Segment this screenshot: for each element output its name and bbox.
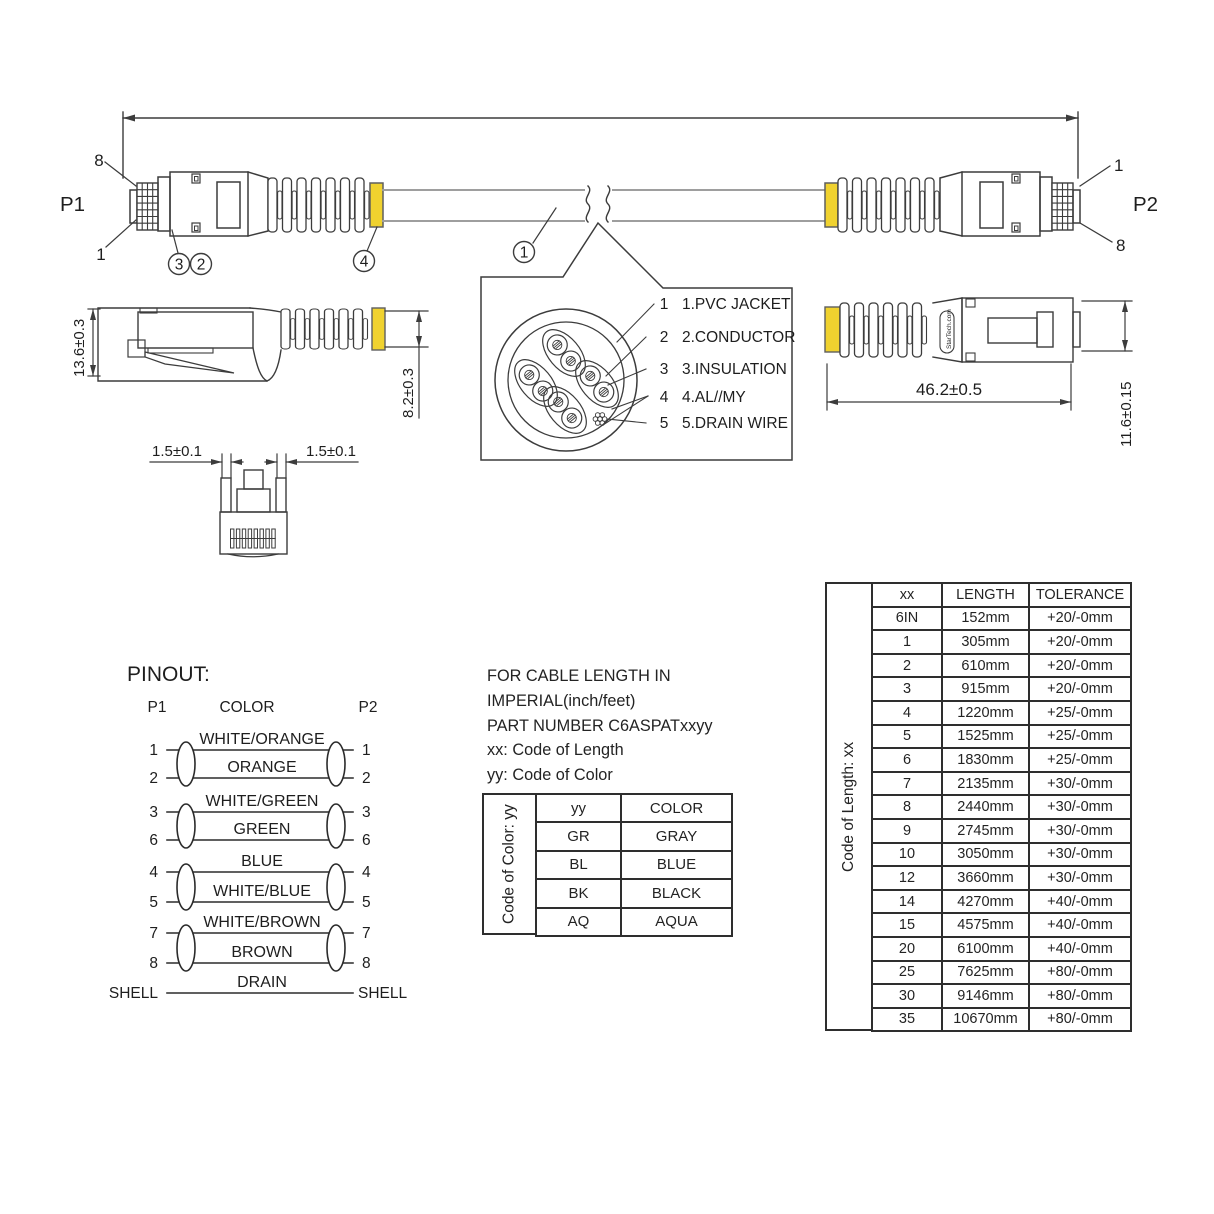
legend-label-drain-wire: 5.DRAIN WIRE — [682, 415, 788, 432]
pinout-row-p1: 6 — [149, 832, 158, 849]
length-code-table — [825, 582, 1132, 1031]
table-cell: BLUE — [621, 851, 732, 879]
length-code-side-label: Code of Length: xx — [825, 582, 871, 1031]
table-cell: 30 — [872, 984, 942, 1008]
left-connector-drawing — [130, 172, 383, 236]
color-code-table — [482, 793, 733, 935]
pinout-row-color: WHITE/GREEN — [205, 793, 319, 810]
table-cell: +20/-0mm — [1029, 654, 1131, 678]
table-row — [872, 1008, 1131, 1032]
table-row — [536, 822, 732, 850]
front-left-dim: 1.5±0.1 — [152, 443, 202, 460]
pinout-row-p1: 4 — [149, 864, 158, 881]
p1-label: P1 — [60, 193, 86, 216]
pin8-label-right: 8 — [1116, 236, 1126, 255]
pinout-col-p1: P1 — [147, 699, 167, 716]
pinout-row-p1: 8 — [149, 955, 158, 972]
table-row — [872, 607, 1131, 631]
table-cell: 7 — [872, 772, 942, 796]
table-cell: 1830mm — [942, 748, 1029, 772]
table-row — [872, 630, 1131, 654]
front-view-drawing — [150, 454, 358, 557]
table-header-row — [872, 583, 1131, 607]
table-cell: +30/-0mm — [1029, 819, 1131, 843]
pinout-title: PINOUT: — [127, 663, 210, 686]
color-code-grid — [535, 793, 733, 937]
table-cell: +40/-0mm — [1029, 913, 1131, 937]
table-cell: 5 — [872, 725, 942, 749]
pinout-row-p2: SHELL — [358, 985, 408, 1002]
legend-num-3: 3 — [659, 361, 669, 378]
table-header-row — [536, 794, 732, 822]
table-row — [872, 748, 1131, 772]
table-cell: +40/-0mm — [1029, 937, 1131, 961]
pinout-row-p2: 1 — [362, 742, 371, 759]
table-cell: 10 — [872, 843, 942, 867]
balloon-1: 1 — [519, 244, 529, 262]
table-cell: +30/-0mm — [1029, 866, 1131, 890]
color-code-side-label: Code of Color: yy — [482, 793, 535, 935]
pinout-row-p1: 5 — [149, 894, 158, 911]
legend-num-2: 2 — [659, 329, 669, 346]
table-row — [536, 851, 732, 879]
table-cell: +30/-0mm — [1029, 843, 1131, 867]
note-line: FOR CABLE LENGTH IN IMPERIAL(inch/feet) — [487, 667, 671, 710]
side-view-drawing — [98, 308, 385, 381]
pinout-row-p2: 4 — [362, 864, 371, 881]
table-row — [872, 819, 1131, 843]
pinout-row-color: WHITE/ORANGE — [199, 731, 325, 748]
cross-section-legend — [660, 296, 796, 432]
table-cell: 12 — [872, 866, 942, 890]
cable-drawing — [383, 186, 825, 222]
table-cell: 25 — [872, 961, 942, 985]
pin8-label-left: 8 — [94, 151, 104, 170]
table-row — [536, 908, 732, 936]
table-cell: 8 — [872, 795, 942, 819]
top-assembly-callouts — [60, 151, 1158, 275]
table-cell: 4270mm — [942, 890, 1029, 914]
pinout-col-p2: P2 — [358, 699, 378, 716]
table-cell: BL — [536, 851, 621, 879]
table-cell: 6IN — [872, 607, 942, 631]
table-header-cell: COLOR — [621, 794, 732, 822]
table-cell: BLACK — [621, 879, 732, 907]
table-cell: 1220mm — [942, 701, 1029, 725]
table-cell: 2135mm — [942, 772, 1029, 796]
legend-num-4: 4 — [659, 389, 669, 406]
table-header-cell: xx — [872, 583, 942, 607]
table-cell: 1525mm — [942, 725, 1029, 749]
p2-label: P2 — [1133, 193, 1159, 216]
table-cell: +20/-0mm — [1029, 607, 1131, 631]
table-cell: 20 — [872, 937, 942, 961]
pinout-row-p1: 2 — [149, 770, 158, 787]
top-view-length-dim: 46.2±0.5 — [915, 380, 983, 399]
table-cell: 6 — [872, 748, 942, 772]
length-code-grid — [871, 582, 1132, 1032]
table-cell: 1 — [872, 630, 942, 654]
table-cell: +25/-0mm — [1029, 748, 1131, 772]
table-cell: 6100mm — [942, 937, 1029, 961]
table-cell: +25/-0mm — [1029, 701, 1131, 725]
table-cell: 152mm — [942, 607, 1029, 631]
part-number-notes — [487, 664, 817, 788]
table-cell: +80/-0mm — [1029, 1008, 1131, 1032]
table-cell: 4 — [872, 701, 942, 725]
table-cell: 3050mm — [942, 843, 1029, 867]
table-cell: 610mm — [942, 654, 1029, 678]
boot-height-dim: 8.2±0.3 — [400, 368, 417, 418]
pinout-row-p2: 5 — [362, 894, 371, 911]
pinout-row-p1: SHELL — [108, 985, 158, 1002]
pinout-diagram — [109, 663, 408, 1002]
pinout-row-p2: 6 — [362, 832, 371, 849]
table-cell: +80/-0mm — [1029, 961, 1131, 985]
table-row — [872, 701, 1131, 725]
legend-label-conductor: 2.CONDUCTOR — [682, 329, 796, 346]
pinout-row-color: BROWN — [231, 944, 293, 961]
legend-label-almy: 4.AL//MY — [682, 389, 746, 406]
legend-num-5: 5 — [659, 415, 669, 432]
pinout-row-color: BLUE — [241, 853, 283, 870]
pinout-row-color: WHITE/BLUE — [213, 883, 311, 900]
table-cell: GRAY — [621, 822, 732, 850]
balloon-3: 3 — [174, 256, 184, 274]
pinout-row-p2: 7 — [362, 925, 371, 942]
table-cell: 3 — [872, 677, 942, 701]
note-line: xx: Code of Length — [487, 741, 624, 760]
table-cell: 2 — [872, 654, 942, 678]
pinout-row-p1: 7 — [149, 925, 158, 942]
table-row — [872, 984, 1131, 1008]
balloon-2: 2 — [196, 256, 206, 274]
pinout-row-p1: 3 — [149, 804, 158, 821]
legend-num-1: 1 — [659, 296, 669, 313]
table-cell: +40/-0mm — [1029, 890, 1131, 914]
table-cell: AQ — [536, 908, 621, 936]
table-cell: 915mm — [942, 677, 1029, 701]
pinout-row-color: GREEN — [233, 821, 291, 838]
balloon-4: 4 — [359, 253, 369, 271]
overall-length-dimension — [123, 112, 1078, 178]
pinout-row-p2: 8 — [362, 955, 371, 972]
pinout-col-color: COLOR — [219, 699, 275, 716]
table-cell: 9 — [872, 819, 942, 843]
table-row — [872, 866, 1131, 890]
right-connector-drawing — [825, 172, 1080, 236]
table-cell: 3660mm — [942, 866, 1029, 890]
table-row — [872, 890, 1131, 914]
table-row — [872, 843, 1131, 867]
top-view-height-dim: 11.6±0.15 — [1118, 381, 1135, 447]
table-cell: 10670mm — [942, 1008, 1029, 1032]
legend-label-insulation: 3.INSULATION — [682, 361, 787, 378]
table-cell: GR — [536, 822, 621, 850]
table-cell: 15 — [872, 913, 942, 937]
pinout-row-p2: 2 — [362, 770, 371, 787]
startech-brand: StarTech.com — [946, 309, 953, 349]
table-row — [872, 961, 1131, 985]
legend-label-pvc-jacket: 1.PVC JACKET — [682, 296, 791, 313]
table-cell: +20/-0mm — [1029, 677, 1131, 701]
table-cell: 305mm — [942, 630, 1029, 654]
table-cell: 14 — [872, 890, 942, 914]
table-cell: +20/-0mm — [1029, 630, 1131, 654]
table-header-cell: LENGTH — [942, 583, 1029, 607]
table-cell: BK — [536, 879, 621, 907]
side-height-dim: 13.6±0.3 — [71, 318, 88, 377]
table-row — [872, 913, 1131, 937]
pin1-label-right: 1 — [1114, 156, 1124, 175]
pinout-row-p1: 1 — [149, 742, 158, 759]
pinout-row-p2: 3 — [362, 804, 371, 821]
front-right-dim: 1.5±0.1 — [306, 443, 356, 460]
table-cell: 35 — [872, 1008, 942, 1032]
table-cell: AQUA — [621, 908, 732, 936]
table-row — [872, 772, 1131, 796]
table-cell: +30/-0mm — [1029, 795, 1131, 819]
table-cell: +80/-0mm — [1029, 984, 1131, 1008]
table-cell: +25/-0mm — [1029, 725, 1131, 749]
table-header-cell: yy — [536, 794, 621, 822]
table-cell: 4575mm — [942, 913, 1029, 937]
note-line: yy: Code of Color — [487, 766, 613, 785]
note-line: PART NUMBER C6ASPATxxyy — [487, 716, 713, 735]
table-row — [872, 937, 1131, 961]
table-row — [872, 795, 1131, 819]
table-row — [872, 725, 1131, 749]
table-cell: 7625mm — [942, 961, 1029, 985]
table-cell: 2745mm — [942, 819, 1029, 843]
pinout-row-color: DRAIN — [237, 974, 287, 991]
table-cell: +30/-0mm — [1029, 772, 1131, 796]
pinout-row-color: WHITE/BROWN — [203, 914, 321, 931]
table-cell: 2440mm — [942, 795, 1029, 819]
pin1-label-left: 1 — [96, 245, 106, 264]
pinout-row-color: ORANGE — [227, 759, 297, 776]
table-row — [872, 677, 1131, 701]
table-row — [872, 654, 1131, 678]
table-header-cell: TOLERANCE — [1029, 583, 1131, 607]
table-cell: 9146mm — [942, 984, 1029, 1008]
table-row — [536, 879, 732, 907]
